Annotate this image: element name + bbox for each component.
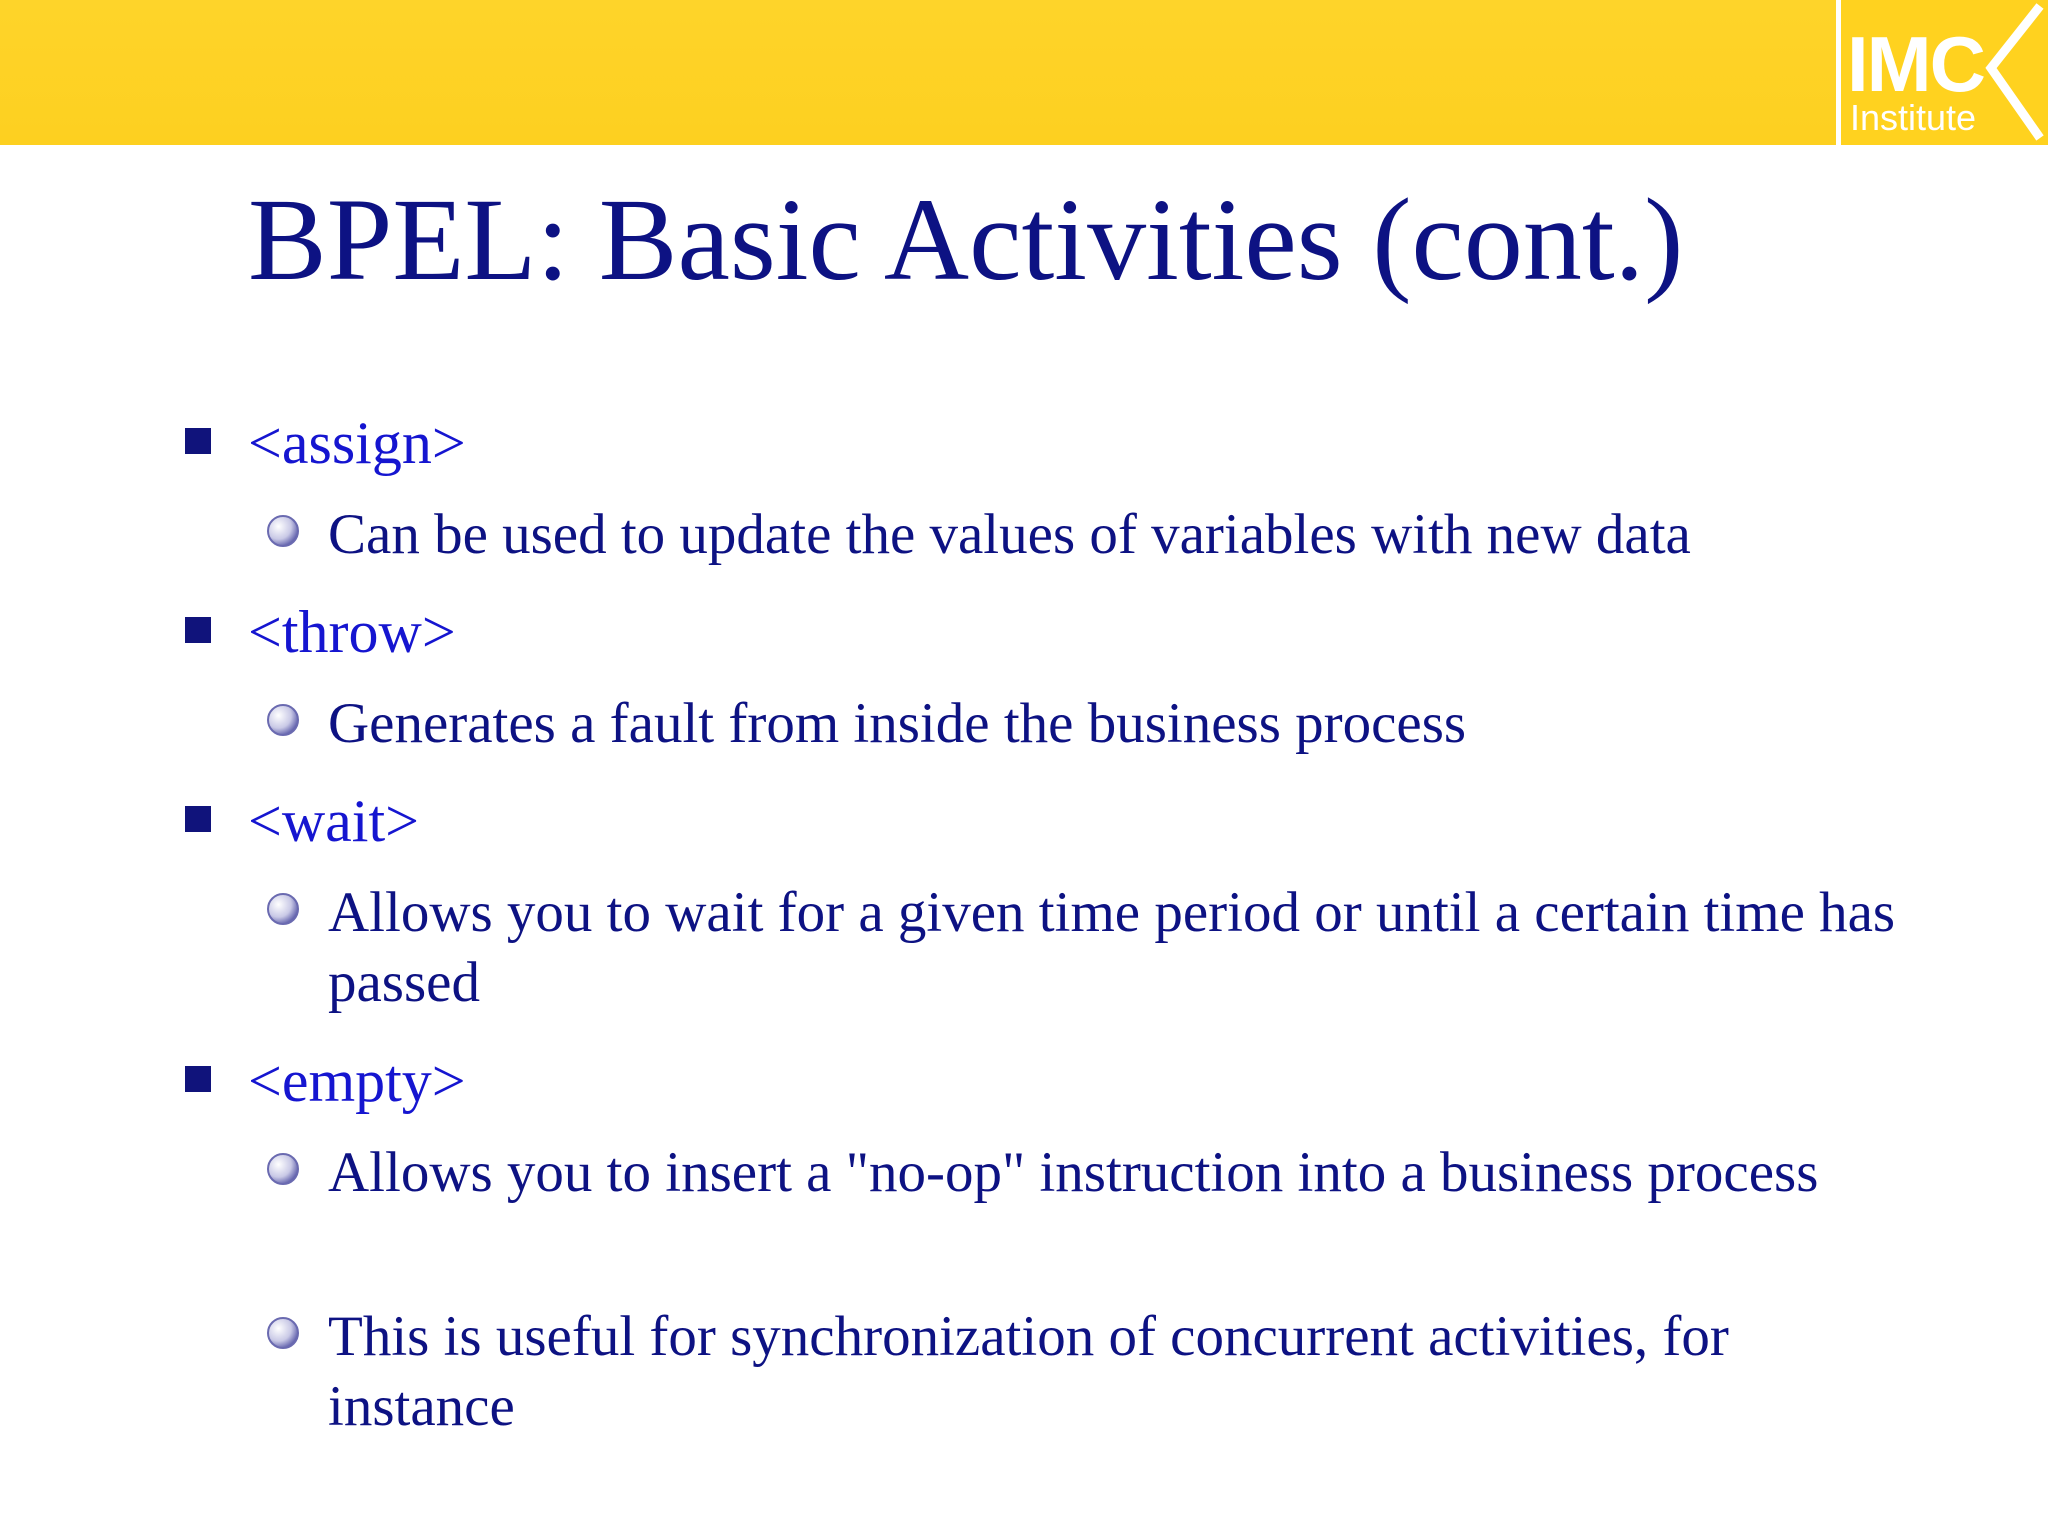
bullet-label-assign: <assign>	[248, 410, 466, 476]
sub-item-wait-1: Allows you to wait for a given time period or until a certain time has passed	[328, 881, 1896, 1014]
square-bullet-icon	[185, 806, 211, 832]
circle-bullet-icon	[265, 513, 301, 549]
square-bullet-icon	[185, 1066, 211, 1092]
circle-bullet-icon	[265, 702, 301, 738]
bullet-label-throw: <throw>	[248, 599, 456, 665]
square-bullet-icon	[185, 428, 211, 454]
sub-item-assign-1: Can be used to update the values of variables with new data	[328, 503, 1691, 566]
sub-item-throw-1: Generates a fault from inside the business process	[328, 692, 1467, 755]
logo-sub-text: Institute	[1850, 97, 1977, 138]
square-bullet-icon	[185, 617, 211, 643]
circle-bullet-icon	[265, 891, 301, 927]
sub-item-empty-2: This is useful for synchronization of concurrent activities, for instance	[328, 1305, 1729, 1438]
circle-bullet-icon	[265, 1151, 301, 1187]
sub-item-empty-1: Allows you to insert a "no-op" instruction into a business process	[328, 1141, 1819, 1204]
circle-bullet-icon	[265, 1315, 301, 1351]
bullet-label-wait: <wait>	[248, 788, 419, 854]
logo-main-text: IMC	[1847, 20, 1984, 108]
bullet-label-empty: <empty>	[248, 1048, 466, 1114]
slide-title: BPEL: Basic Activities (cont.)	[248, 174, 1684, 305]
